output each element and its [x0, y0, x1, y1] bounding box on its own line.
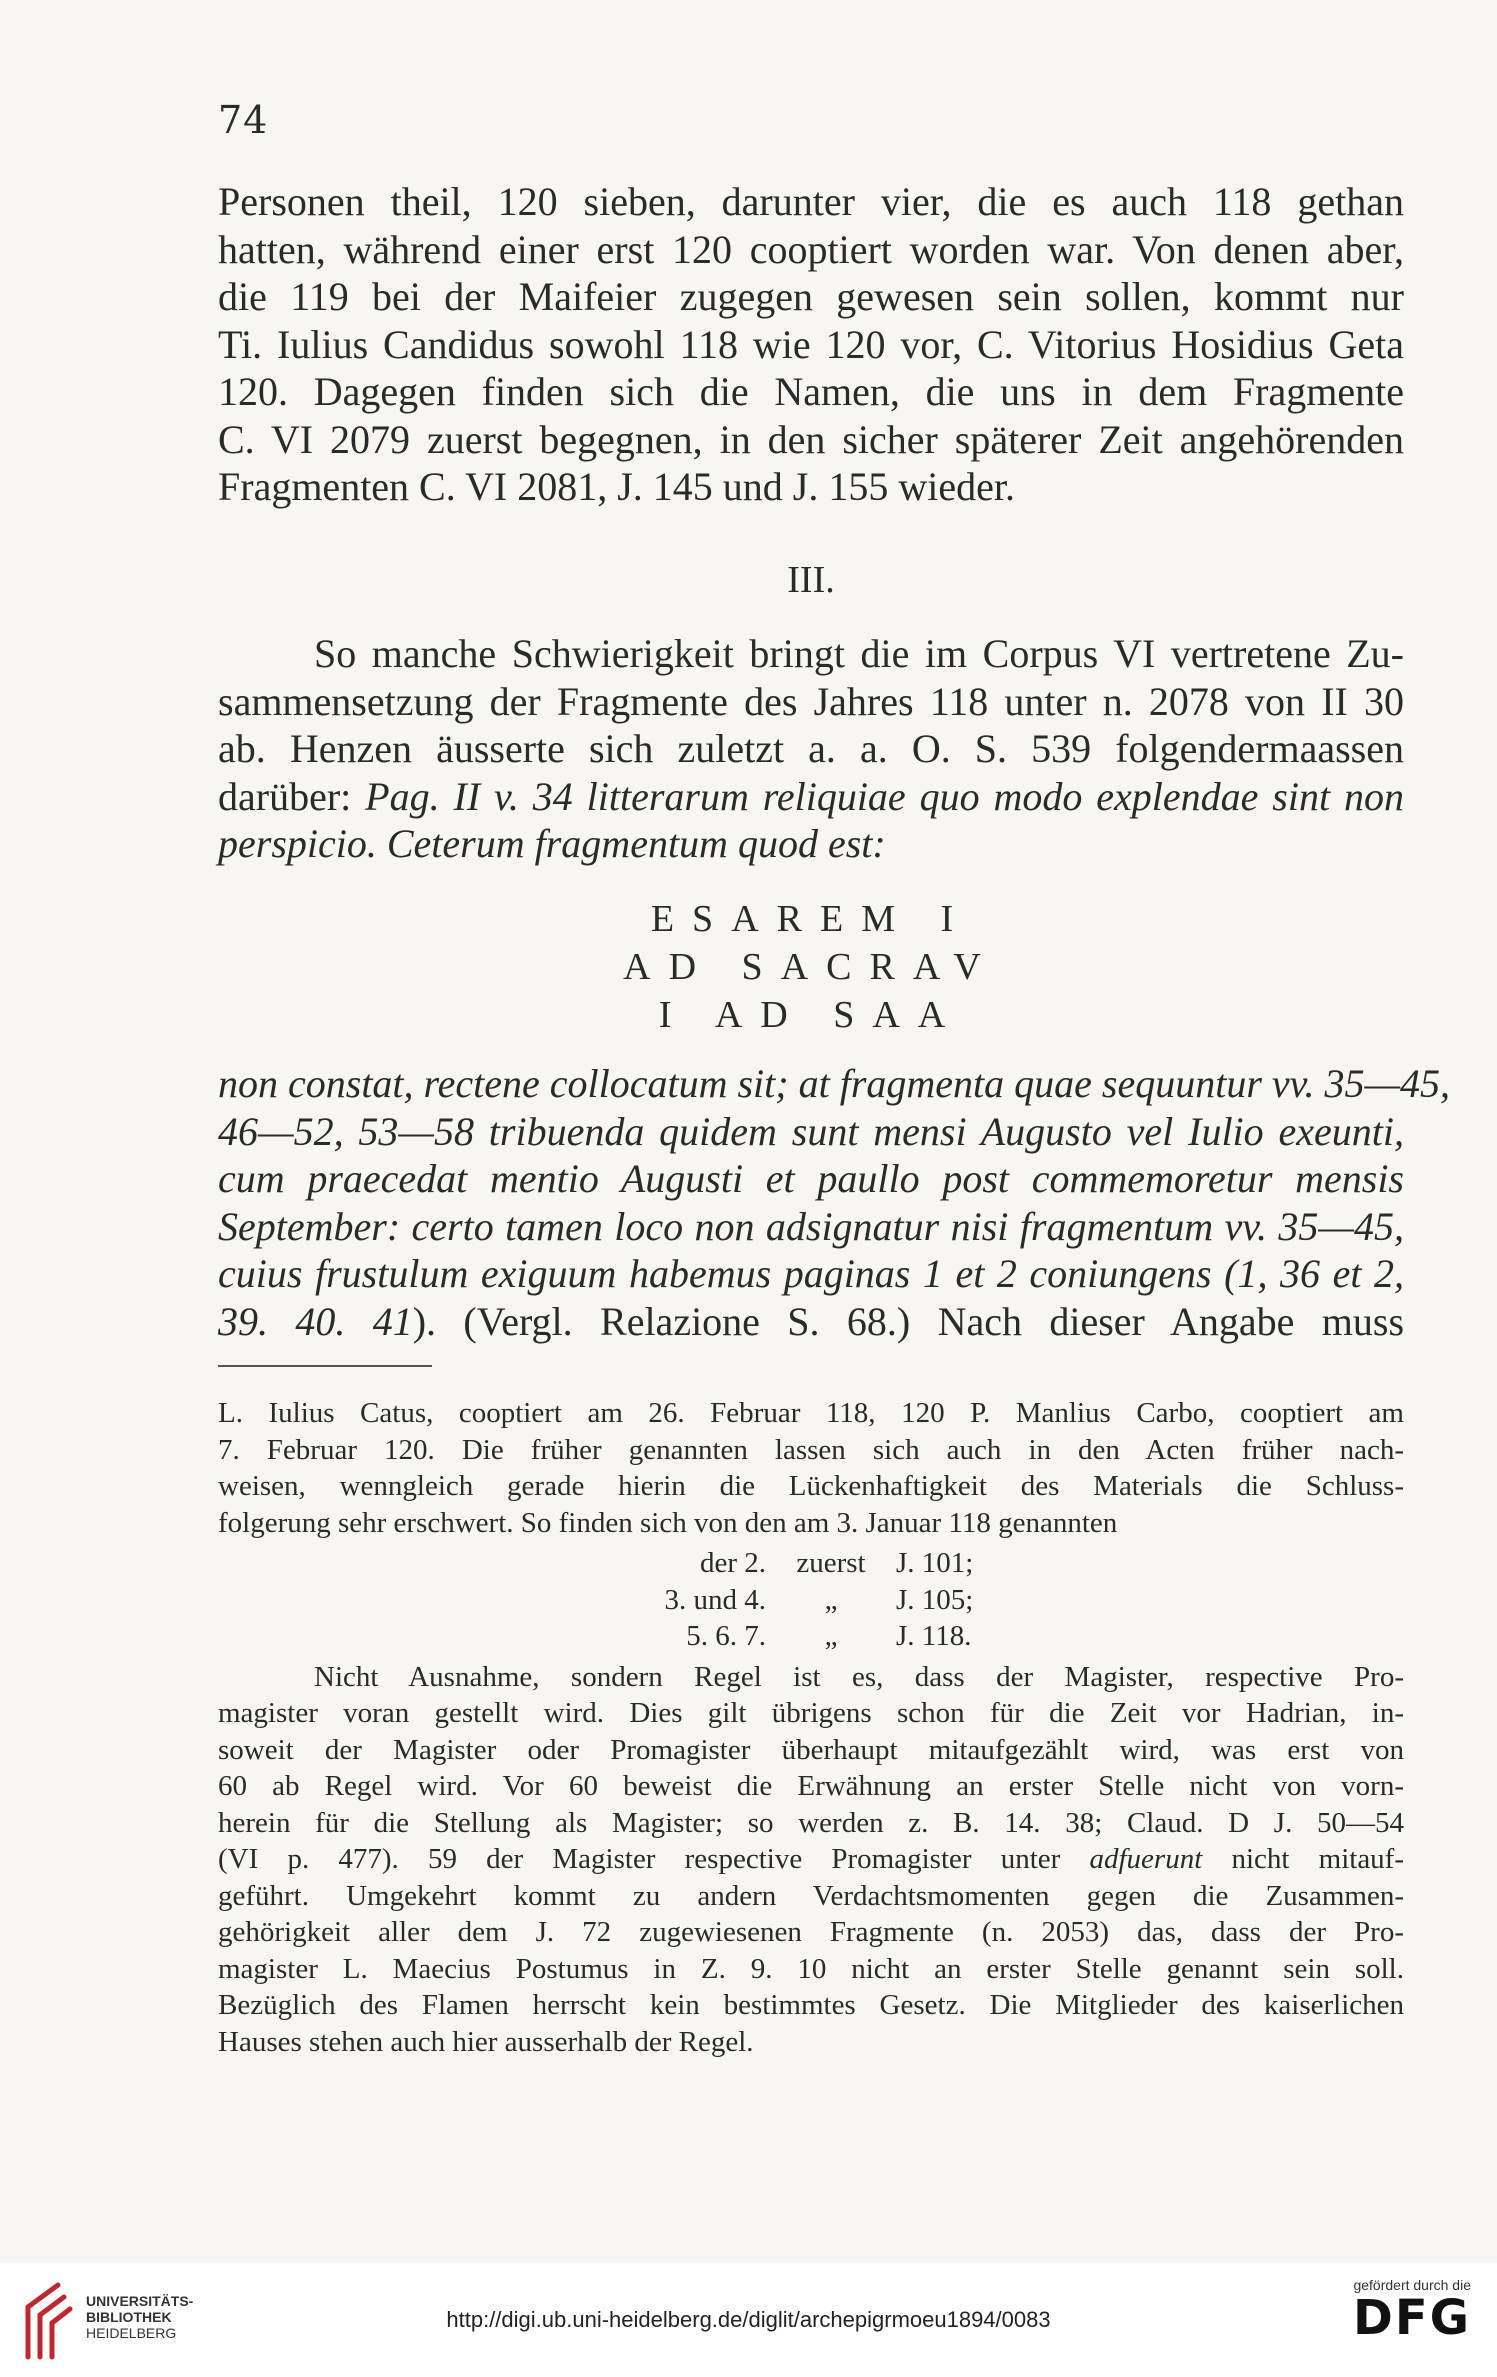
library-name-line: BIBLIOTHEK	[86, 2309, 172, 2325]
footnote-line: magister L. Maecius Postumus in Z. 9. 10 nicht an erster Stelle genannt sein soll.	[218, 1952, 1404, 1985]
table-cell: 3. und 4.	[664, 1583, 766, 1616]
text-line: sammensetzung der Fragmente des Jahres 118 unter n. 2078 von II 30	[218, 678, 1404, 724]
text-roman: darüber:	[218, 773, 366, 819]
table-cell: 5. 6. 7.	[686, 1620, 766, 1652]
text-italic: Pag. II v. 34 litterarum reliquiae quo modo explendae sint non	[365, 773, 1405, 819]
text-line: Fragmenten C. VI 2081, J. 145 und J. 155 wieder.	[218, 464, 1015, 509]
text-line: ab. Henzen äusserte sich zuletzt a. a. O. S. 539 folgendermaassen	[218, 726, 1404, 771]
inscription-line: ESAREM I	[650, 898, 972, 940]
text-line: non constat, rectene collocatum sit; at fragmenta quae sequuntur vv. 35—45,	[218, 1061, 1451, 1106]
text-roman: (VI p. 477). 59 der Magister respective Promagister unter	[218, 1843, 1090, 1875]
text-roman: ). (Vergl. Relazione S. 68.) Nach dieser Angabe muss	[412, 1298, 1405, 1344]
table-cell: J. 105;	[896, 1583, 974, 1616]
footnote-divider	[218, 1365, 432, 1367]
footnote-line: L. Iulius Catus, cooptiert am 26. Februar 118, 120 P. Manlius Carbo, cooptiert am	[218, 1397, 1404, 1429]
text-line: 120. Dagegen finden sich die Namen, die uns in dem Fragmente	[218, 369, 1404, 414]
paragraph-1	[218, 178, 1404, 511]
table-cell: zuerst	[796, 1547, 866, 1579]
table-cell: „	[824, 1620, 838, 1652]
text-line: September: certo tamen loco non adsignatur nisi fragmentum vv. 35—45,	[218, 1203, 1404, 1249]
funding-text: gefördert durch die	[1353, 2277, 1471, 2293]
table-cell: J. 101;	[896, 1547, 974, 1579]
inscription-line: I AD SAA	[658, 994, 964, 1036]
footnote-line: Nicht Ausnahme, sondern Regel ist es, dass der Magister, respective Pro-	[314, 1660, 1404, 1693]
text-line: cum praecedat mentio Augusti et paullo post commemoretur mensis	[218, 1156, 1404, 1201]
footnote-line: geführt. Umgekehrt kommt zu andern Verdachtsmomenten gegen die Zusammen-	[218, 1879, 1404, 1912]
text-line: die 119 bei der Maifeier zugegen gewesen sein sollen, kommt nur	[218, 274, 1404, 319]
text-line: hatten, während einer erst 120 cooptiert worden war. Von denen aber,	[218, 226, 1404, 272]
footnote-line: 60 ab Regel wird. Vor 60 beweist die Erwähnung an erster Stelle nicht von vorn-	[218, 1770, 1404, 1802]
text-line	[218, 773, 1404, 821]
footnote-line: folgerung sehr erschwert. So finden sich von den am 3. Januar 118 genannten	[218, 1506, 1118, 1539]
text-roman: nicht mitauf-	[1202, 1843, 1404, 1875]
text-italic: adfuerunt	[1089, 1843, 1203, 1875]
text-line: cuius frustulum exiguum habemus paginas 1 et 2 coniungens (1, 36 et 2,	[218, 1251, 1404, 1296]
text-line: 46—52, 53—58 tribuenda quidem sunt mensi Augusto vel Iulio exeunti,	[218, 1108, 1404, 1154]
page-number: 74	[218, 98, 269, 142]
footnote-table	[218, 1545, 1404, 1655]
table-cell: J. 118.	[896, 1620, 972, 1652]
text-line: perspicio. Ceterum fragmentum quod est:	[218, 821, 886, 866]
funding-notice	[1352, 2277, 1471, 2346]
text-line	[218, 1298, 1404, 1346]
viewer-footer	[0, 2263, 1497, 2377]
text-italic: 39. 40. 41	[218, 1298, 413, 1344]
footnote-line: magister voran gestellt wird. Dies gilt übrigens schon für die Zeit vor Hadrian, in-	[218, 1697, 1404, 1729]
dfg-logo: DFG	[1352, 2290, 1471, 2346]
document-url[interactable]: http://digi.ub.uni-heidelberg.de/diglit/archepigrmoeu1894/0083	[446, 2307, 1051, 2332]
inscription-line: AD SACRAV	[623, 946, 999, 988]
footnote-line: herein für die Stellung als Magister; so werden z. B. 14. 38; Claud. D J. 50—54	[218, 1806, 1404, 1839]
table-cell: „	[824, 1583, 838, 1616]
section-heading: III.	[787, 559, 835, 601]
table-row	[218, 1582, 1404, 1619]
library-name-line: HEIDELBERG	[86, 2325, 177, 2341]
table-row	[218, 1545, 1404, 1582]
table-row	[218, 1618, 1404, 1655]
footnote-line	[218, 1841, 1404, 1878]
footnote-line: gehörigkeit aller dem J. 72 zugewiesenen Fragmente (n. 2053) das, dass der Pro-	[218, 1916, 1404, 1948]
text-line: Personen theil, 120 sieben, darunter vier, die es auch 118 gethan	[218, 179, 1404, 224]
footnote-line: soweit der Magister oder Promagister überhaupt mitaufgezählt wird, was erst von	[218, 1733, 1404, 1766]
footnote-line: Bezüglich des Flamen herrscht kein bestimmtes Gesetz. Die Mitglieder des kaiserlichen	[218, 1989, 1404, 2021]
footnote-line: 7. Februar 120. Die früher genannten lassen sich auch in den Acten früher nach-	[218, 1433, 1404, 1466]
text-line: C. VI 2079 zuerst begegnen, in den sicher späterer Zeit angehörenden	[218, 416, 1404, 462]
text-line: Ti. Iulius Candidus sowohl 118 wie 120 vor, C. Vitorius Hosidius Geta	[218, 321, 1404, 367]
paragraph-2	[218, 630, 1404, 868]
table-cell: der 2.	[699, 1547, 766, 1579]
inscription	[218, 895, 1404, 1039]
text-line: So manche Schwierigkeit bringt die im Corpus VI vertretene Zu-	[314, 631, 1404, 676]
library-name-line: UNIVERSITÄTS-	[86, 2293, 194, 2309]
footnote-line: weisen, wenngleich gerade hierin die Lückenhaftigkeit des Materials die Schluss-	[218, 1470, 1404, 1502]
footnotes	[218, 1395, 1404, 2060]
paragraph-3	[218, 1060, 1451, 1345]
footnote-line: Hauses stehen auch hier ausserhalb der Regel.	[218, 2025, 754, 2058]
